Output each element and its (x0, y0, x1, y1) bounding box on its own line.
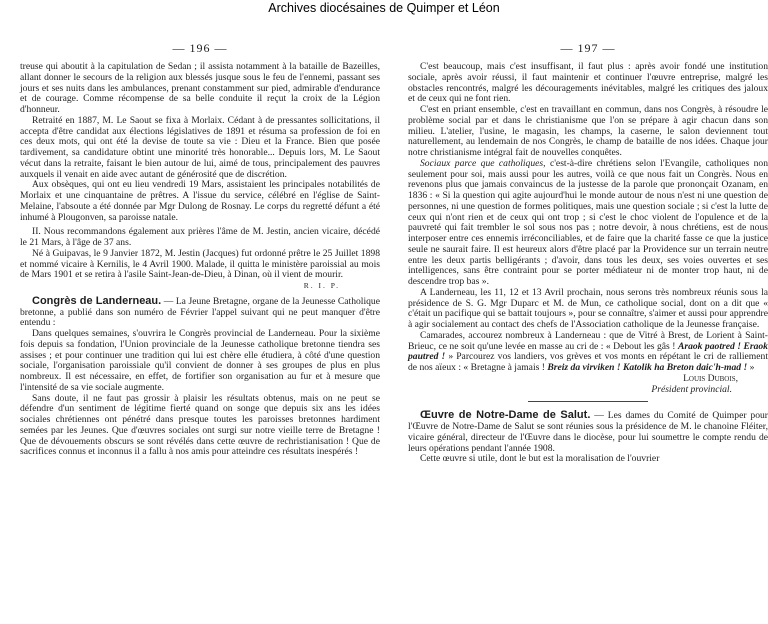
congres-paragraph (20, 296, 380, 329)
ozanam-text: c'est-à-dire chrétiens selon l'Evangile, catholiques non seulement pour soi, mais aussi pour les autres, voilà ce que nous fait un Congrès. Nous en revenons plus que jamais convaincus de la justesse de la parole que prononçait Ozanam, en 1836 : « Si la question qui agite aujourd'hui le monde autour de nous n'est ni une question de personnes, ni une question de formes politiques, mais une question sociale ; si c'est la lutte de ceux qui n'ont rien et de ceux qui ont trop ; si c'est le choc violent de l'opulence et de la pauvreté qui fait trembler le sol sous nos pas ; notre devoir, à nous chrétiens, est de nous interposer entre ces ennemis irréconciliables, et de faire que la charité fasse ce que la justice seule ne saurait faire. Il est heureux alors d'être placé par la Providence sur un terrain neutre entre les deux partis belligérants ; d'avoir, dans tous les deux, ses voies ouvertes et ses intelligences, sans être contraint pour se porter médiateur ni de monter trop haut, ni de descendre trop bas ». (408, 157, 768, 287)
left-paragraph: Dans quelques semaines, s'ouvrira le Congrès provincial de Landerneau. Pour la sixième fois depuis sa fondation, l'Union provinciale de la Jeunesse catholique bretonne tiendra ses assises ; et pour continuer une tradition qui lui est chère elle étudiera, à côté d'une question sociale, l'organisation paroissiale qu'il convient de donner à ses groupes de plus en plus nombreux. Il est nécessaire, en effet, de fortifier son organisation au fur et à mesure que l'intensité de sa vie sociale augmente. (20, 328, 380, 393)
left-paragraph: Sans doute, il ne faut pas grossir à plaisir les résultats obtenus, mais on ne peut se défendre d'un sentiment de légitime fierté quand on songe que depuis six ans les idées sociales chrétiennes ont pénétré dans presque toutes les paroisses bretonnes hardiment semées par les Jeunes. Que d'œuvres sociales ont surgi sur notre vieille terre de Bretagne ! Que de dévouements obscurs se sont révélés dans cette œuvre de rechristianisation ! Que de sacrifices connus et inconnus il a fallu à nos amis pour atteindre ces résultats inespérés ! (20, 392, 380, 458)
signature-role: Président provincial. (651, 383, 732, 395)
breton-cry-2: Breiz da virviken ! Katolik ha Breton daic'h-mad ! (547, 362, 748, 373)
oeuvre-intro: — Les dames du Comité de Quimper pour l'Œuvre de Notre-Dame de Salut se sont réunies sous la présidence de M. le chanoine Fléiter, vicaire général, directeur de l'Œuvre dans le diocèse, pour lui soumettre le compte rendu de leurs opérations pendant l'année 1908. (408, 410, 768, 454)
appeal-text-c: » (747, 362, 755, 373)
appeal-text-b: » Parcourez vos landiers, vos grèves et vos monts en répétant le cri de ralliement de nos aïeux : « Bretagne à jamais ! (408, 351, 768, 373)
right-paragraph: Cette œuvre si utile, dont le but est la moralisation de l'ouvrier (420, 453, 660, 465)
left-paragraph: treuse qui aboutit à la capitulation de Sedan ; il assista notamment à la bataille de Bazeilles, allant donner le secours de la religion aux blessés jusque sous le feu de l'ennemi, passant ses jours et ses nuits dans les ambulances, prenant constamment sur pied, admirable d'endurance et de courage. Comme récompense de sa belle conduite il reçut la croix de la Légion d'honneur. (20, 61, 380, 115)
sociaux-phrase: Sociaux parce que catholiques, (420, 157, 546, 169)
left-paragraph: Né à Guipavas, le 9 Janvier 1872, M. Jestin (Jacques) fut ordonné prêtre le 25 Juillet 1898 et nommé vicaire à Kernilis, le 4 Avril 1900. Malade, il quitta le ministère paroissial au mois de Mars 1901 et se retira à l'asile Saint-Jean-de-Dieu, à Dinan, où il vient de mourir. (20, 247, 380, 281)
right-paragraph: C'est beaucoup, mais c'est insuffisant, il faut plus : après avoir fondé une institution sociale, après avoir réussi, il faut maintenir et continuer l'œuvre entreprise, malgré les obstacles rencontrés, malgré les découragements inévitables, malgré les critiques des jaloux et de ceux qui ne font rien. (408, 61, 768, 105)
appeal-text-a: Camarades, accourez nombreux à Landerneau : que de Vitré à Brest, de Lorient à Saint-Brieuc, ce ne soit qu'une levée en masse au cri de : « Debout les gâs ! (408, 329, 768, 352)
left-page (20, 40, 380, 458)
congres-intro: — La Jeune Bretagne, organe de la Jeunesse Catholique bretonne, a publié dans son numéro de Février l'appel suivant qui ne peut manquer d'être entendu : (20, 295, 380, 329)
oeuvre-title: Œuvre de Notre-Dame de Salut. (420, 409, 591, 422)
right-paragraph: A Landerneau, les 11, 12 et 13 Avril prochain, nous serons très nombreux réunis sous la présidence de S. G. Mgr Duparc et M. de Mun, ce catholique social, dont on a dit que « c'était un pacifique qui se battait toujours », pour se connaître, s'aimer et aussi pour apprendre à agir socialement au contact des chefs de l'Association catholique de la Jeunesse française. (408, 286, 768, 330)
left-paragraph: II. Nous recommandons également aux prières l'âme de M. Jestin, ancien vicaire, décédé le 21 Mars, à l'âge de 37 ans. (20, 226, 380, 248)
right-paragraph: C'est en priant ensemble, c'est en travaillant en commun, dans nos Congrès, à résoudre le problème social par et dans le christianisme que l'on se prépare à agir chacun dans son milieu. L'atelier, l'usine, le magasin, les champs, la caserne, le salon deviennent tout naturellement, au lendemain de nos Congrès, le champ de bataille de nos idées. Chaque jour notre christianisme intégral fait de nouvelles conquêtes. (408, 104, 768, 158)
archive-header (0, 0, 768, 18)
archive-title: Archives diocésaines de Quimper et Léon (268, 1, 500, 15)
oeuvre-paragraph (408, 410, 768, 454)
right-paragraph (408, 159, 768, 288)
right-paragraph (408, 331, 768, 374)
right-page (408, 40, 768, 465)
breton-cry-1: Araok paotred ! Eraok pautred ! (408, 340, 768, 363)
rip-mark: R. I. P. (303, 281, 340, 290)
signature-name: Louis Dubois, (683, 372, 738, 384)
right-page-number: — 197 — (560, 41, 616, 55)
left-paragraph: Retraité en 1887, M. Le Saout se fixa à Morlaix. Cédant à de pressantes sollicitations, il accepta d'être candidat aux élections législatives de 1891 et résuma sa profession de foi en ces deux mots, qui ont été la devise de toute sa vie : Dieu et la France. Bien que posée tardivement, sa candidature obtint une minorité très honorable... Depuis lors, M. Le Saout vécut dans la retraite, faisant le bien autour de lui, aimé de tous, principalement des pauvres auxquels il venait en aide avec autant de générosité que de discrétion. (20, 114, 380, 180)
left-paragraph: Aux obsèques, qui ont eu lieu vendredi 19 Mars, assistaient les principales notabilités de Morlaix et une cinquantaine de prêtres. A l'issue du service, célébré en l'église de Saint-Melaine, l'absoute a été donnée par Mgr Dulong de Rosnay. Le corps du regretté défunt a été inhumé à Plougonven, sa paroisse natale. (20, 179, 380, 223)
section-divider (528, 401, 648, 402)
left-page-number: — 196 — (172, 41, 228, 55)
congres-title: Congrès de Landerneau. (32, 294, 162, 307)
